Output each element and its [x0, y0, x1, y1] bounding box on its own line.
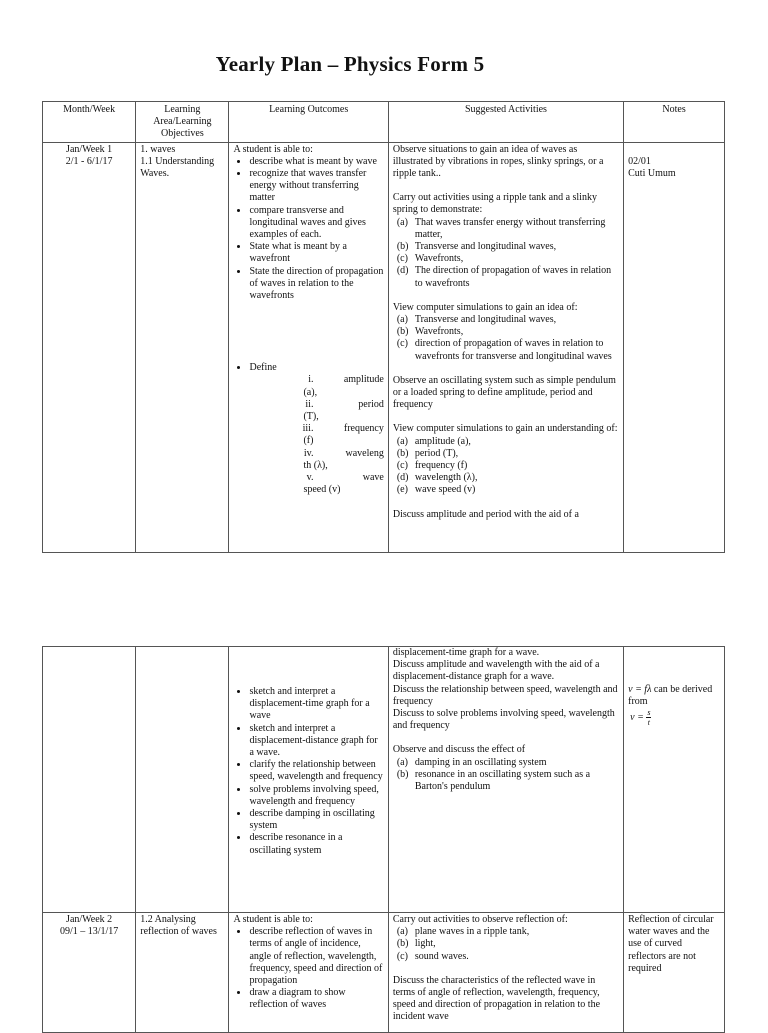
list-item: [233, 472, 383, 496]
learning-area-cell: [136, 142, 229, 552]
learning-area-cell: [136, 647, 229, 913]
list-item: [396, 265, 619, 289]
note-formula: [628, 684, 720, 708]
activity-text: Discuss to solve problems involving speed, wavelength and frequency: [392, 708, 615, 732]
item-symbol: (a),: [303, 386, 318, 398]
note-derived-text: can be derived from: [628, 684, 713, 708]
item-term: wave: [362, 472, 384, 484]
list-item: • draw a diagram to show reflection of waves: [249, 987, 383, 1011]
table-row: [43, 142, 725, 552]
activity-text: View computer simulations to gain an idea of:: [392, 301, 578, 313]
header-learning-area: Learning Area/Learning Objectives: [136, 102, 229, 143]
item-marker: (c): [396, 338, 408, 350]
item-marker: (a): [396, 216, 408, 228]
fraction-s-over-t: [646, 708, 651, 727]
item-marker: (e): [396, 484, 408, 496]
item-number: iii.: [302, 423, 314, 435]
item-text: Wavefronts,: [414, 253, 464, 265]
define-bullet: [233, 362, 383, 374]
activity-list: [393, 314, 619, 363]
week-dates: 2/1 - 6/1/17: [65, 155, 113, 167]
table-row: [43, 913, 725, 1033]
notes-cell: [624, 647, 725, 913]
item-text: period (T),: [414, 447, 459, 459]
page-title: Yearly Plan – Physics Form 5: [215, 52, 485, 76]
activity-text: Discuss the characteristics of the reflected wave in terms of angle of reflection, wavelength, frequency, speed and direction of propagation in relation to the incident wave: [392, 974, 601, 1023]
item-text: That waves transfer energy without transferring matter,: [414, 216, 606, 240]
learning-area-title: 1. waves: [140, 143, 176, 155]
formula-v: v =: [630, 712, 644, 724]
list-item: • describe reflection of waves in terms of angle of incidence, angle of reflection, wavelength, frequency, speed and direction of propagation: [249, 926, 383, 987]
list-item: [396, 253, 619, 265]
list-item: [233, 374, 383, 398]
list-item: [233, 399, 383, 423]
list-item: • sketch and interpret a displacement-time graph for a wave: [249, 686, 383, 723]
list-item: [233, 448, 383, 472]
item-marker: (b): [396, 768, 409, 780]
formula-v-f-lambda: v = fλ: [628, 684, 652, 695]
item-marker: (b): [396, 447, 409, 459]
note-holiday: Cuti Umum: [628, 167, 676, 179]
suggested-activities-cell: [388, 913, 623, 1033]
item-marker: (a): [396, 756, 408, 768]
define-list: [233, 374, 383, 496]
list-item: [396, 768, 619, 793]
item-text: frequency (f): [414, 460, 468, 472]
item-text: Transverse and longitudinal waves,: [414, 314, 557, 326]
item-marker: (a): [396, 926, 408, 938]
list-item: [396, 314, 619, 326]
week-cell: [43, 913, 136, 1033]
item-symbol: (f): [303, 435, 314, 447]
list-item: [396, 338, 619, 362]
item-text: damping in an oscillating system: [414, 756, 547, 768]
item-text: light,: [414, 938, 436, 950]
item-text: wavelength (λ),: [414, 472, 478, 484]
list-item: • describe resonance in a oscillating system: [249, 832, 383, 856]
item-text: resonance in an oscillating system such as a Barton's pendulum: [414, 768, 591, 793]
learning-outcomes-cell: [229, 647, 388, 913]
table-header-row: [43, 102, 725, 143]
item-symbol: speed (v): [303, 484, 341, 496]
list-item: [396, 447, 619, 460]
header-suggested-activities: Suggested Activities: [388, 102, 623, 143]
activity-text: Carry out activities to observe reflection of:: [392, 914, 568, 925]
outcomes-intro: A student is able to:: [233, 914, 313, 925]
item-text: plane waves in a ripple tank,: [414, 926, 530, 938]
learning-objective: 1.1 Understanding Waves.: [140, 155, 215, 180]
list-item: [396, 435, 619, 448]
item-text: sound waves.: [414, 950, 469, 962]
week-cell: [43, 142, 136, 552]
item-term: period: [358, 398, 384, 410]
list-item: [396, 756, 619, 769]
yearly-plan-table: [42, 101, 725, 553]
note-date: 02/01: [628, 155, 651, 167]
activity-list: [393, 436, 619, 497]
list-item: [396, 938, 619, 950]
list-item: [396, 472, 619, 484]
table-row: [43, 647, 725, 913]
yearly-plan-table-continued: [42, 646, 725, 1033]
list-item: • clarify the relationship between speed, wavelength and frequency: [249, 759, 383, 783]
item-marker: (a): [396, 314, 408, 326]
outcomes-list: [233, 156, 383, 302]
outcomes-intro: A student is able to:: [233, 143, 313, 155]
list-item: [396, 241, 619, 253]
fraction-numerator: s: [647, 708, 651, 718]
activity-list: [393, 217, 619, 290]
item-marker: (c): [396, 253, 408, 265]
activity-list: [393, 926, 619, 963]
week-dates: 09/1 – 13/1/17: [59, 926, 119, 938]
list-item: [233, 423, 383, 447]
item-marker: (d): [396, 472, 409, 484]
list-item: • compare transverse and longitudinal waves and gives examples of each.: [249, 205, 383, 242]
activity-text: View computer simulations to gain an understanding of:: [392, 423, 618, 435]
item-symbol: th (λ),: [303, 459, 328, 471]
item-number: iv.: [303, 447, 314, 459]
list-item: • State what is meant by a wavefront: [249, 241, 383, 265]
week-cell: [43, 647, 136, 913]
outcomes-list: [233, 686, 383, 857]
learning-objective: 1.2 Analysing reflection of waves: [140, 914, 217, 938]
header-month-week: Month/Week: [43, 102, 136, 143]
item-text: Transverse and longitudinal waves,: [414, 241, 557, 253]
list-item: [396, 460, 619, 472]
activity-text: Carry out activities using a ripple tank and a slinky spring to demonstrate:: [392, 192, 597, 216]
list-item: • State the direction of propagation of waves in relation to the wavefronts: [249, 266, 383, 303]
suggested-activities-cell: [388, 142, 623, 552]
item-symbol: (T),: [303, 411, 319, 423]
note-text: Reflection of circular water waves and the use of curved reflectors are not required: [628, 914, 714, 974]
activity-text: displacement-time graph for a wave.: [392, 647, 540, 658]
learning-outcomes-cell: [229, 142, 388, 552]
item-text: The direction of propagation of waves in relation to wavefronts: [414, 265, 612, 289]
activity-text: Discuss amplitude and wavelength with the aid of a displacement-distance graph for a wave.: [392, 659, 600, 683]
item-marker: (a): [396, 435, 408, 447]
list-item: [396, 216, 619, 241]
item-term: amplitude: [343, 374, 384, 386]
list-item: • describe damping in oscillating system: [249, 808, 383, 832]
notes-cell: [624, 913, 725, 1033]
item-number: v.: [306, 472, 314, 484]
item-text: amplitude (a),: [414, 435, 471, 447]
define-label: • Define: [249, 362, 383, 374]
item-text: wave speed (v): [414, 484, 476, 496]
list-item: [396, 950, 619, 963]
item-marker: (b): [396, 326, 409, 338]
list-item: [396, 484, 619, 496]
learning-area-cell: [136, 913, 229, 1033]
list-item: [396, 326, 619, 338]
activity-list: [393, 757, 619, 794]
item-text: Wavefronts,: [414, 326, 464, 338]
header-notes: Notes: [624, 102, 725, 143]
list-item: • solve problems involving speed, wavelength and frequency: [249, 784, 383, 808]
week-label: Jan/Week 1: [66, 143, 113, 155]
activity-text: Observe and discuss the effect of: [392, 744, 526, 756]
activity-text: Discuss amplitude and period with the aid of a: [392, 508, 579, 520]
item-term: frequency: [343, 423, 384, 435]
item-marker: (c): [396, 950, 408, 962]
item-text: direction of propagation of waves in relation to wavefronts for transverse and longitudinal waves: [414, 338, 612, 362]
outcomes-list: [233, 926, 383, 1011]
list-item: • describe what is meant by wave: [249, 156, 383, 168]
item-marker: (d): [396, 265, 409, 277]
item-marker: (b): [396, 938, 409, 950]
activity-text: Observe an oscillating system such as simple pendulum or a loaded spring to define amplitude, period and frequency: [392, 374, 616, 411]
item-number: i.: [308, 374, 314, 386]
note-formula-2: [628, 708, 720, 727]
activity-text: Observe situations to gain an idea of waves as illustrated by vibrations in ropes, slinky springs, or a ripple tank..: [392, 143, 604, 180]
suggested-activities-cell: [388, 647, 623, 913]
fraction-denominator: t: [647, 718, 650, 728]
learning-outcomes-cell: [229, 913, 388, 1033]
item-marker: (b): [396, 241, 409, 253]
week-label: Jan/Week 2: [66, 914, 113, 925]
notes-cell: [624, 142, 725, 552]
activity-text: Discuss the relationship between speed, wavelength and frequency: [392, 683, 618, 707]
list-item: • recognize that waves transfer energy without transferring matter: [249, 168, 383, 205]
item-term: waveleng: [345, 447, 384, 459]
item-marker: (c): [396, 460, 408, 472]
list-item: [396, 926, 619, 938]
list-item: • sketch and interpret a displacement-distance graph for a wave.: [249, 723, 383, 760]
item-number: ii.: [305, 398, 314, 410]
header-learning-outcomes: Learning Outcomes: [229, 102, 388, 143]
